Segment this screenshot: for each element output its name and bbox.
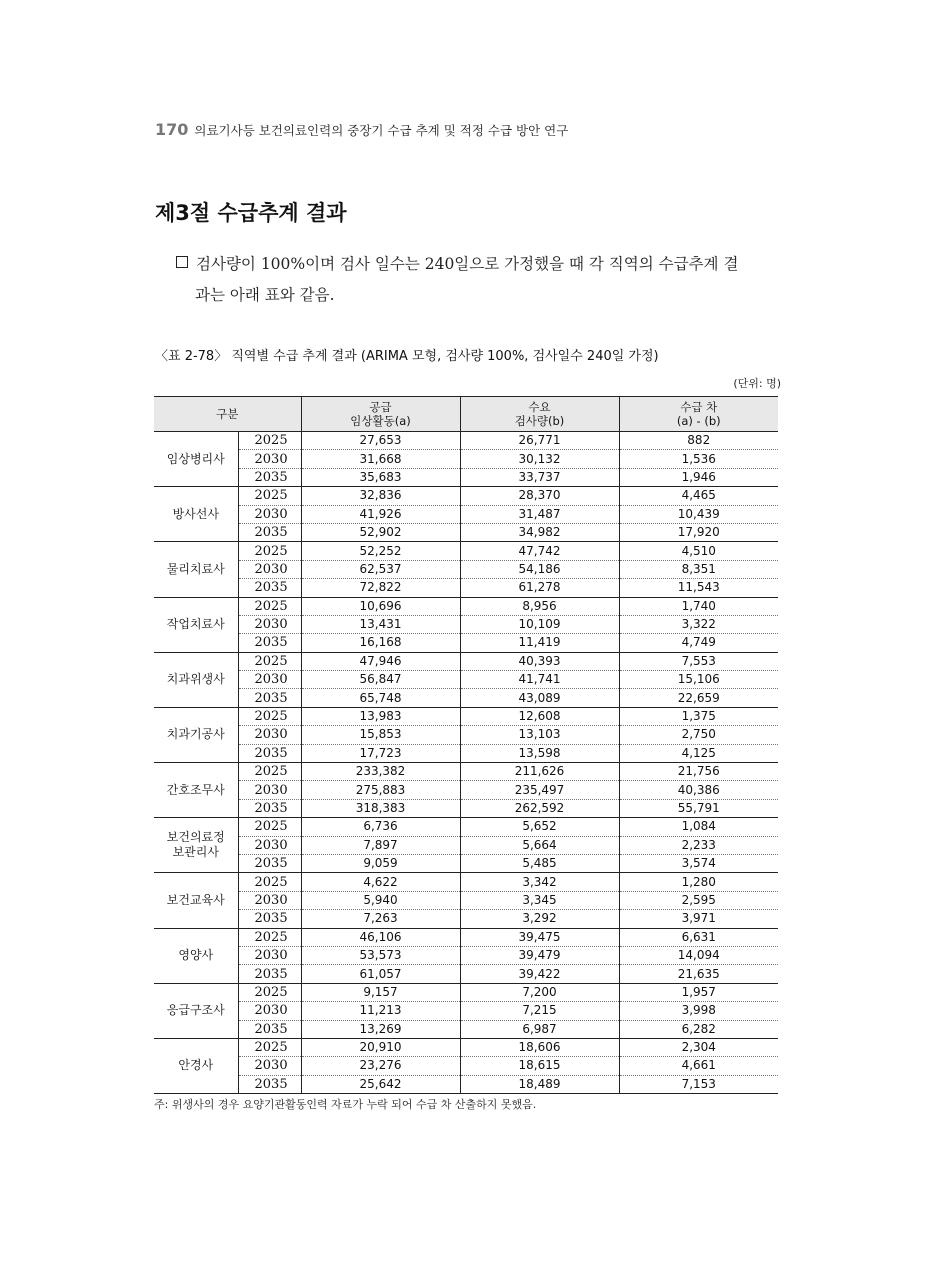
supply-cell: 9,157: [301, 983, 460, 1001]
demand-cell: 18,615: [460, 1057, 619, 1075]
demand-cell: 33,737: [460, 468, 619, 486]
year-cell: 2035: [238, 799, 301, 817]
table-row: [154, 854, 778, 872]
gap-cell: 3,574: [619, 854, 778, 872]
table-row: [154, 542, 778, 560]
gap-cell: 22,659: [619, 689, 778, 707]
supply-cell: 62,537: [301, 560, 460, 578]
supply-cell: 318,383: [301, 799, 460, 817]
demand-cell: 43,089: [460, 689, 619, 707]
gap-cell: 21,635: [619, 965, 778, 983]
group-label: 물리치료사: [154, 542, 238, 597]
gap-cell: 6,631: [619, 928, 778, 946]
demand-cell: 13,598: [460, 744, 619, 762]
demand-cell: 3,345: [460, 891, 619, 909]
group-label: 방사선사: [154, 487, 238, 542]
header-gap-line1: 수급 차: [680, 400, 718, 414]
year-cell: 2025: [238, 818, 301, 836]
year-cell: 2035: [238, 523, 301, 541]
gap-cell: 15,106: [619, 671, 778, 689]
gap-cell: 40,386: [619, 781, 778, 799]
year-cell: 2025: [238, 928, 301, 946]
paragraph-line-2: 과는 아래 표와 같음.: [195, 286, 335, 304]
demand-cell: 262,592: [460, 799, 619, 817]
year-cell: 2025: [238, 432, 301, 450]
gap-cell: 882: [619, 432, 778, 450]
demand-cell: 34,982: [460, 523, 619, 541]
table-footnote: 주: 위생사의 경우 요양기관활동인력 자료가 누락 되어 수급 차 산출하지 못했음.: [154, 1098, 537, 1111]
table-row: [154, 652, 778, 670]
demand-cell: 211,626: [460, 763, 619, 781]
year-cell: 2030: [238, 946, 301, 964]
year-cell: 2025: [238, 1038, 301, 1056]
table-row: [154, 689, 778, 707]
table-row: [154, 799, 778, 817]
bullet-paragraph: [176, 249, 786, 311]
header-supply: [301, 397, 460, 432]
demand-cell: 5,485: [460, 854, 619, 872]
demand-cell: 39,479: [460, 946, 619, 964]
demand-cell: 40,393: [460, 652, 619, 670]
supply-cell: 52,252: [301, 542, 460, 560]
year-cell: 2030: [238, 1002, 301, 1020]
gap-cell: 21,756: [619, 763, 778, 781]
table-row: [154, 891, 778, 909]
supply-cell: 16,168: [301, 634, 460, 652]
supply-cell: 13,431: [301, 615, 460, 633]
group-label: 응급구조사: [154, 983, 238, 1038]
supply-cell: 6,736: [301, 818, 460, 836]
table-row: [154, 523, 778, 541]
supply-cell: 17,723: [301, 744, 460, 762]
gap-cell: 1,084: [619, 818, 778, 836]
demand-cell: 41,741: [460, 671, 619, 689]
table-row: [154, 836, 778, 854]
supply-cell: 23,276: [301, 1057, 460, 1075]
supply-cell: 15,853: [301, 726, 460, 744]
table-row: [154, 763, 778, 781]
year-cell: 2035: [238, 1020, 301, 1038]
demand-cell: 3,292: [460, 910, 619, 928]
table-row: [154, 1002, 778, 1020]
running-header: [155, 120, 568, 139]
header-supply-line1: 공급: [369, 400, 392, 414]
supply-cell: 56,847: [301, 671, 460, 689]
group-label: 안경사: [154, 1038, 238, 1093]
gap-cell: 1,375: [619, 707, 778, 725]
table-row: [154, 1075, 778, 1093]
demand-cell: 7,200: [460, 983, 619, 1001]
table-row: [154, 579, 778, 597]
demand-cell: 61,278: [460, 579, 619, 597]
supply-cell: 27,653: [301, 432, 460, 450]
supply-cell: 5,940: [301, 891, 460, 909]
year-cell: 2025: [238, 763, 301, 781]
table-body: [154, 432, 778, 1094]
group-label: 치과기공사: [154, 707, 238, 762]
year-cell: 2035: [238, 1075, 301, 1093]
gap-cell: 10,439: [619, 505, 778, 523]
gap-cell: 1,740: [619, 597, 778, 615]
gap-cell: 7,553: [619, 652, 778, 670]
demand-cell: 5,652: [460, 818, 619, 836]
demand-cell: 47,742: [460, 542, 619, 560]
header-supply-line2: 임상활동(a): [350, 414, 411, 428]
demand-cell: 7,215: [460, 1002, 619, 1020]
header-demand-line2: 검사량(b): [514, 414, 565, 428]
table-row: [154, 505, 778, 523]
table-row: [154, 432, 778, 450]
demand-cell: 18,606: [460, 1038, 619, 1056]
table-row: [154, 671, 778, 689]
year-cell: 2030: [238, 1057, 301, 1075]
table-row: [154, 946, 778, 964]
demand-cell: 3,342: [460, 873, 619, 891]
demand-cell: 30,132: [460, 450, 619, 468]
gap-cell: 1,536: [619, 450, 778, 468]
header-demand-line1: 수요: [528, 400, 551, 414]
year-cell: 2030: [238, 671, 301, 689]
gap-cell: 1,946: [619, 468, 778, 486]
gap-cell: 4,749: [619, 634, 778, 652]
year-cell: 2035: [238, 579, 301, 597]
demand-cell: 13,103: [460, 726, 619, 744]
group-label: 간호조무사: [154, 763, 238, 818]
group-label: 보건의료정 보관리사: [154, 818, 238, 873]
supply-cell: 233,382: [301, 763, 460, 781]
supply-cell: 52,902: [301, 523, 460, 541]
supply-cell: 10,696: [301, 597, 460, 615]
table-row: [154, 615, 778, 633]
table-header-row: [154, 397, 778, 432]
demand-cell: 18,489: [460, 1075, 619, 1093]
supply-cell: 46,106: [301, 928, 460, 946]
header-group: 구분: [154, 397, 301, 432]
table-row: [154, 928, 778, 946]
supply-cell: 20,910: [301, 1038, 460, 1056]
group-label: 보건교육사: [154, 873, 238, 928]
gap-cell: 1,280: [619, 873, 778, 891]
demand-cell: 31,487: [460, 505, 619, 523]
year-cell: 2035: [238, 468, 301, 486]
year-cell: 2030: [238, 505, 301, 523]
demand-cell: 39,475: [460, 928, 619, 946]
running-title: 의료기사등 보건의료인력의 중장기 수급 추계 및 적정 수급 방안 연구: [194, 123, 569, 138]
supply-cell: 25,642: [301, 1075, 460, 1093]
paragraph-line-1: 검사량이 100%이며 검사 일수는 240일으로 가정했을 때 각 직역의 수급추계 결: [196, 255, 739, 273]
year-cell: 2025: [238, 542, 301, 560]
supply-cell: 41,926: [301, 505, 460, 523]
year-cell: 2030: [238, 726, 301, 744]
gap-cell: 8,351: [619, 560, 778, 578]
gap-cell: 4,661: [619, 1057, 778, 1075]
gap-cell: 4,510: [619, 542, 778, 560]
gap-cell: 11,543: [619, 579, 778, 597]
gap-cell: 14,094: [619, 946, 778, 964]
demand-cell: 5,664: [460, 836, 619, 854]
table-row: [154, 910, 778, 928]
year-cell: 2025: [238, 707, 301, 725]
demand-cell: 235,497: [460, 781, 619, 799]
supply-cell: 61,057: [301, 965, 460, 983]
supply-cell: 53,573: [301, 946, 460, 964]
square-bullet-icon: [176, 256, 188, 268]
supply-cell: 7,263: [301, 910, 460, 928]
table-caption: 〈표 2-78〉 직역별 수급 추계 결과 (ARIMA 모형, 검사량 100%, 검사일수 240일 가정): [155, 349, 659, 364]
table-row: [154, 707, 778, 725]
table-row: [154, 983, 778, 1001]
table-row: [154, 1020, 778, 1038]
gap-cell: 17,920: [619, 523, 778, 541]
table-row: [154, 468, 778, 486]
supply-cell: 13,269: [301, 1020, 460, 1038]
year-cell: 2025: [238, 983, 301, 1001]
supply-cell: 9,059: [301, 854, 460, 872]
supply-cell: 35,683: [301, 468, 460, 486]
demand-cell: 12,608: [460, 707, 619, 725]
year-cell: 2030: [238, 615, 301, 633]
table-row: [154, 450, 778, 468]
supply-cell: 72,822: [301, 579, 460, 597]
year-cell: 2035: [238, 965, 301, 983]
demand-cell: 6,987: [460, 1020, 619, 1038]
year-cell: 2030: [238, 891, 301, 909]
table-row: [154, 487, 778, 505]
section-title: 제3절 수급추계 결과: [155, 201, 347, 225]
table-row: [154, 597, 778, 615]
gap-cell: 2,595: [619, 891, 778, 909]
gap-cell: 2,233: [619, 836, 778, 854]
year-cell: 2035: [238, 744, 301, 762]
table-row: [154, 560, 778, 578]
supply-cell: 31,668: [301, 450, 460, 468]
year-cell: 2030: [238, 450, 301, 468]
demand-cell: 8,956: [460, 597, 619, 615]
year-cell: 2035: [238, 689, 301, 707]
demand-cell: 26,771: [460, 432, 619, 450]
gap-cell: 4,465: [619, 487, 778, 505]
gap-cell: 3,998: [619, 1002, 778, 1020]
gap-cell: 1,957: [619, 983, 778, 1001]
supply-demand-table: [154, 396, 778, 1094]
year-cell: 2035: [238, 910, 301, 928]
table-unit: (단위: 명): [733, 377, 781, 390]
header-gap-line2: (a) - (b): [676, 414, 721, 428]
year-cell: 2035: [238, 634, 301, 652]
demand-cell: 10,109: [460, 615, 619, 633]
supply-cell: 7,897: [301, 836, 460, 854]
gap-cell: 55,791: [619, 799, 778, 817]
gap-cell: 3,971: [619, 910, 778, 928]
table-row: [154, 744, 778, 762]
year-cell: 2035: [238, 854, 301, 872]
year-cell: 2025: [238, 873, 301, 891]
year-cell: 2030: [238, 560, 301, 578]
year-cell: 2030: [238, 781, 301, 799]
table-row: [154, 818, 778, 836]
supply-cell: 32,836: [301, 487, 460, 505]
supply-cell: 11,213: [301, 1002, 460, 1020]
demand-cell: 54,186: [460, 560, 619, 578]
table-row: [154, 1038, 778, 1056]
table-row: [154, 873, 778, 891]
gap-cell: 6,282: [619, 1020, 778, 1038]
supply-cell: 4,622: [301, 873, 460, 891]
year-cell: 2025: [238, 652, 301, 670]
group-label: 임상병리사: [154, 432, 238, 487]
table-row: [154, 965, 778, 983]
year-cell: 2025: [238, 597, 301, 615]
gap-cell: 2,750: [619, 726, 778, 744]
demand-cell: 39,422: [460, 965, 619, 983]
demand-cell: 11,419: [460, 634, 619, 652]
year-cell: 2030: [238, 836, 301, 854]
table-row: [154, 726, 778, 744]
header-demand: [460, 397, 619, 432]
gap-cell: 3,322: [619, 615, 778, 633]
demand-cell: 28,370: [460, 487, 619, 505]
group-label: 영양사: [154, 928, 238, 983]
gap-cell: 2,304: [619, 1038, 778, 1056]
gap-cell: 4,125: [619, 744, 778, 762]
table-row: [154, 781, 778, 799]
supply-cell: 13,983: [301, 707, 460, 725]
group-label: 작업치료사: [154, 597, 238, 652]
year-cell: 2025: [238, 487, 301, 505]
table-row: [154, 634, 778, 652]
table-row: [154, 1057, 778, 1075]
supply-cell: 275,883: [301, 781, 460, 799]
supply-cell: 47,946: [301, 652, 460, 670]
group-label: 치과위생사: [154, 652, 238, 707]
gap-cell: 7,153: [619, 1075, 778, 1093]
header-gap: [619, 397, 778, 432]
supply-cell: 65,748: [301, 689, 460, 707]
page-number: 170: [155, 120, 189, 139]
